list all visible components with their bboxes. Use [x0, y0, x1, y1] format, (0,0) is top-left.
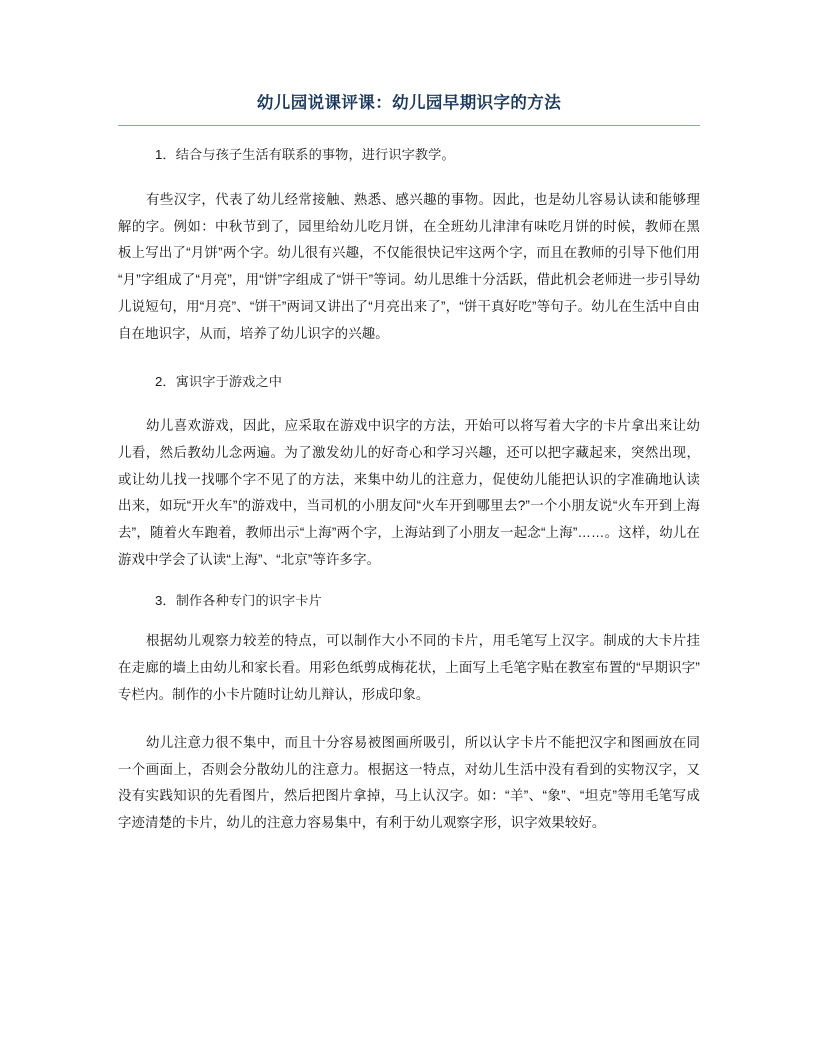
section-heading-2: 2．寓识字于游戏之中: [155, 373, 283, 389]
page-title: 幼儿园说课评课：幼儿园早期识字的方法: [256, 94, 562, 112]
section-heading-1: 1．结合与孩子生活有联系的事物，进行识字教学。: [155, 147, 455, 163]
section-2-paragraph-1: 幼儿喜欢游戏，因此，应采取在游戏中识字的方法，开始可以将写着大字的卡片拿出来让幼儿看，然后教幼儿念两遍。为了激发幼儿的好奇心和学习兴趣，还可以把字藏起来，突然出现，或让幼儿找一找哪个字不见了的方法，来集中幼儿的注意力，促使幼儿能把认识的字准确地认读出来，如玩“开火车”的游戏中，当司机的小朋友问“火车开到哪里去?”一个小朋友说“火车开到上海去”，随着火车跑着，教师出示“上海”两个字，上海站到了小朋友一起念“上海”……。这样，幼儿在游戏中学会了认读“上海”、“北京”等许多字。: [118, 418, 700, 568]
spacer: [118, 574, 700, 591]
section-3-paragraph-2: 幼儿注意力很不集中，而且十分容易被图画所吸引，所以认字卡片不能把汉字和图画放在同一个画面上，否则会分散幼儿的注意力。根据这一特点，对幼儿生活中没有看到的实物汉字，又没有实践知识的先看图片，然后把图片拿掉，马上认汉字。如：“羊”、“象”、“坦克”等用毛笔写成字迹清楚的卡片，幼儿的注意力容易集中，有利于幼儿观察字形，识字效果较好。: [118, 734, 700, 831]
spacer: [118, 709, 700, 730]
section-1-paragraph-1: 有些汉字，代表了幼儿经常接触、熟悉、感兴趣的事物。因此，也是幼儿容易认读和能够理解的字。例如：中秋节到了，园里给幼儿吃月饼，在全班幼儿津津有味吃月饼的时候，教师在黑板上写出了“月饼”两个字。幼儿很有兴趣，不仅能很快记牢这两个字，而且在教师的引导下他们用“月”字组成了“月亮”，用“饼”字组成了“饼干”等词。幼儿思维十分活跃，借此机会老师进一步引导幼儿说短句，用“月亮”、“饼干”两词又讲出了“月亮出来了”，“饼干真好吃”等句子。幼儿在生活中自由自在地识字，从而，培养了幼儿识字的兴趣。: [118, 191, 700, 341]
document-content: [118, 0, 700, 837]
spacer: [118, 392, 700, 413]
document-body: [118, 145, 700, 837]
section-3-paragraph-1: 根据幼儿观察力较差的特点，可以制作大小不同的卡片，用毛笔写上汉字。制成的大卡片挂在走廊的墙上由幼儿和家长看。用彩色纸剪成梅花状，上面写上毛笔字贴在教室布置的“早期识字”专栏内。制作的小卡片随时让幼儿辩认，形成印象。: [118, 633, 700, 702]
title-divider: [118, 125, 700, 126]
spacer: [118, 611, 700, 628]
spacer: [118, 166, 700, 187]
spacer: [118, 348, 700, 372]
section-heading-3: 3．制作各种专门的识字卡片: [155, 592, 322, 608]
